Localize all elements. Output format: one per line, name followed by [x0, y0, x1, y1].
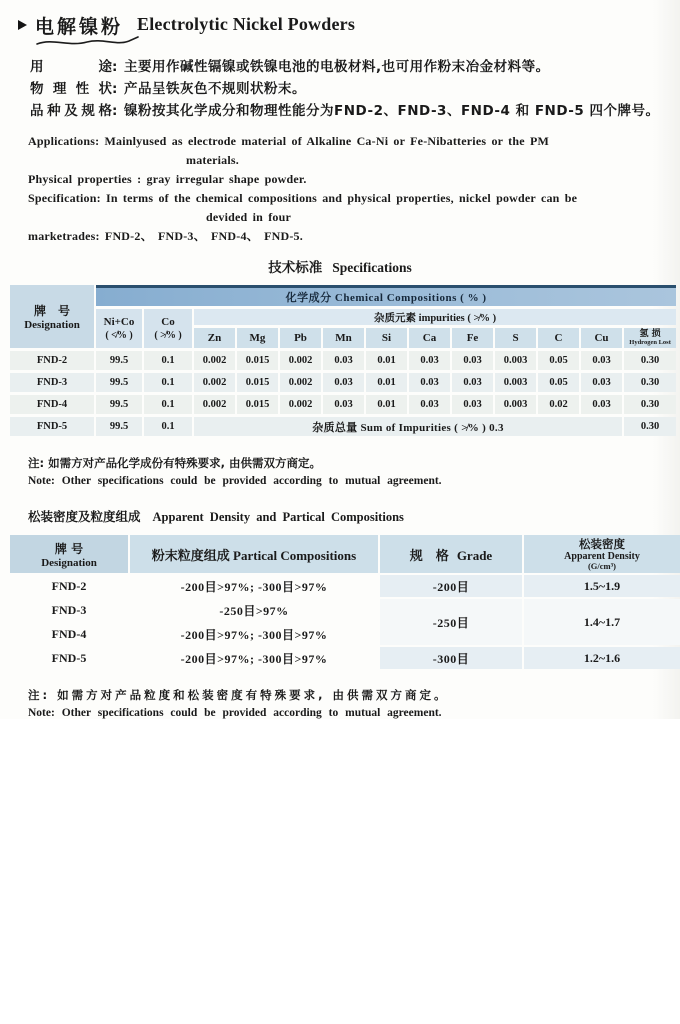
grade-header-en: Grade: [456, 547, 493, 563]
impurity-cell: 0.05: [538, 373, 579, 392]
ni-co-cell: 99.5: [96, 351, 142, 370]
english-line: materials.: [186, 153, 239, 167]
hydrogen-loss-cell: 0.30: [624, 395, 676, 414]
designation-cell: FND-2: [10, 351, 94, 370]
impurity-cell: 0.03: [581, 395, 622, 414]
composition-cell: -250目>97%: [219, 603, 289, 618]
apparent-density-en: Apparent Density: [564, 550, 640, 562]
grade-header-cell: [380, 535, 522, 573]
co-cell: 0.1: [144, 395, 192, 414]
property-label: 品种及规格: [30, 103, 112, 119]
composition-cell: -200目>97%; -300目>97%: [180, 627, 328, 642]
impurity-cell: 0.002: [280, 351, 321, 370]
table-row: [10, 647, 680, 669]
designation-cell: FND-4: [51, 626, 87, 641]
impurity-cell: 0.002: [194, 395, 235, 414]
wavy-underline-icon: [35, 35, 141, 48]
impurity-cell: 0.002: [194, 373, 235, 392]
english-line: devided in four: [206, 210, 292, 224]
impurity-cell: 0.03: [452, 351, 493, 370]
element-header: Cu: [581, 328, 622, 348]
page-header: [8, 12, 672, 48]
designation-header-zh: 牌 号: [33, 304, 70, 318]
impurity-cell: 0.03: [452, 373, 493, 392]
specifications-heading-en: Specifications: [332, 260, 412, 275]
density-note-zh: 注: 如需方对产品粒度和松装密度有特殊要求, 由供需双方商定。: [28, 688, 449, 702]
element-header: Zn: [194, 328, 235, 348]
impurity-cell: 0.03: [323, 395, 364, 414]
impurity-cell: 0.05: [538, 351, 579, 370]
hydrogen-loss-cell: 0.30: [624, 417, 676, 436]
density-section-title-en: Apparent Density and Partical Compositions: [152, 510, 404, 524]
element-header: Mg: [237, 328, 278, 348]
element-header: Fe: [452, 328, 493, 348]
density-cell: 1.2~1.6: [524, 647, 680, 669]
element-header: Si: [366, 328, 407, 348]
table-row: [10, 575, 680, 597]
impurity-cell: 0.03: [581, 373, 622, 392]
designation-cell: FND-5: [10, 417, 94, 436]
apparent-density-unit: (G/cm³): [587, 560, 617, 571]
title-zh-wrap: [35, 12, 123, 39]
density-table: [8, 533, 680, 671]
grade-cell: -200目: [380, 575, 522, 597]
property-colon: :: [112, 59, 118, 75]
table-row: [10, 351, 676, 370]
property-line-physical: [30, 78, 672, 100]
impurities-band: 杂质元素 impurities ( ≯% ): [194, 309, 676, 325]
density-section-title: [28, 507, 672, 525]
hydrogen-loss-zh: 氢 损: [639, 328, 661, 339]
page-title-zh: 电解镍粉: [35, 16, 124, 38]
impurity-cell: 0.03: [409, 395, 450, 414]
designation-cell: FND-5: [51, 650, 87, 665]
ni-co-cell: 99.5: [96, 373, 142, 392]
co-label: Co: [161, 315, 175, 328]
impurity-cell: 0.002: [194, 351, 235, 370]
co-limit: ( ≯% ): [154, 329, 182, 341]
element-header: C: [538, 328, 579, 348]
bullet-triangle-icon: [18, 20, 27, 30]
density-note-en: Note: Other specifications could be provided according to mutual agreement.: [28, 707, 442, 719]
designation-cell: FND-3: [10, 373, 94, 392]
element-header: Pb: [280, 328, 321, 348]
english-line: Applications: Mainlyused as electrode material of Alkaline Ca-Ni or Fe-Nibatteries or the PM: [28, 134, 549, 148]
impurity-cell: 0.01: [366, 373, 407, 392]
hydrogen-loss-header-cell: [624, 328, 676, 348]
ni-co-header-cell: [96, 309, 142, 348]
impurity-cell: 0.003: [495, 373, 536, 392]
impurity-cell: 0.01: [366, 395, 407, 414]
designation-cell: FND-4: [10, 395, 94, 414]
impurity-cell: 0.015: [237, 373, 278, 392]
designation-cell: FND-3: [51, 602, 87, 617]
designation-header-en: Designation: [24, 319, 80, 331]
property-text: 主要用作碱性镉镍或铁镍电池的电极材料,也可用作粉末冶金材料等。: [124, 59, 550, 75]
impurity-cell: 0.002: [280, 373, 321, 392]
co-cell: 0.1: [144, 351, 192, 370]
specifications-heading-zh: 技术标准: [268, 260, 323, 276]
property-colon: :: [112, 81, 118, 97]
property-label: 用途: [30, 59, 112, 75]
property-text: 产品呈铁灰色不规则状粉末。: [124, 81, 306, 97]
spec-note-zh: 注: 如需方对产品化学成份有特殊要求, 由供需双方商定。: [28, 456, 321, 470]
spec-note-en: Note: Other specifications could be provided according to mutual agreement.: [28, 475, 442, 487]
english-description-block: [28, 132, 672, 246]
chemical-compositions-band: 化学成分 Chemical Compositions ( % ): [96, 285, 676, 306]
co-header-cell: [144, 309, 192, 348]
designation-cell: FND-2: [51, 578, 87, 593]
property-line-use: [30, 56, 672, 78]
impurity-cell: 0.03: [323, 373, 364, 392]
impurity-cell: 0.002: [280, 395, 321, 414]
impurity-cell: 0.03: [452, 395, 493, 414]
impurity-cell: 0.003: [495, 395, 536, 414]
density-cell: 1.4~1.7: [524, 599, 680, 645]
english-line: Physical properties : gray irregular shape powder.: [28, 172, 307, 186]
property-lines: [30, 56, 672, 122]
designation-header-cell: [10, 285, 94, 348]
impurity-cell: 0.01: [366, 351, 407, 370]
property-line-grades: [30, 100, 672, 122]
designation-header-en: Designation: [41, 556, 97, 569]
ni-co-cell: 99.5: [96, 395, 142, 414]
ni-co-limit: ( ≮% ): [105, 329, 133, 341]
density-cell: 1.5~1.9: [524, 575, 680, 597]
ni-co-cell: 99.5: [96, 417, 142, 436]
element-header: Ca: [409, 328, 450, 348]
element-header: S: [495, 328, 536, 348]
element-header: Mn: [323, 328, 364, 348]
english-line: marketrades: FND-2、 FND-3、 FND-4、 FND-5.: [28, 229, 303, 243]
impurity-cell: 0.03: [409, 351, 450, 370]
grade-header-zh: 规 格: [409, 548, 449, 564]
impurity-cell: 0.03: [581, 351, 622, 370]
specifications-heading: [8, 256, 672, 276]
table-row: [10, 599, 680, 621]
composition-cell: -200目>97%; -300目>97%: [180, 651, 328, 666]
composition-cell: -200目>97%; -300目>97%: [180, 579, 328, 594]
apparent-density-zh: 松装密度: [579, 536, 625, 551]
property-label: 物理性状: [30, 81, 112, 97]
property-colon: :: [112, 103, 118, 119]
apparent-density-header-cell: [524, 535, 680, 573]
impurity-cell: 0.015: [237, 395, 278, 414]
impurity-cell: 0.015: [237, 351, 278, 370]
sum-of-impurities-cell: 杂质总量 Sum of Impurities ( ≯% ) 0.3: [194, 417, 622, 436]
chemical-compositions-table: [8, 282, 678, 439]
grade-cell: -250目: [380, 599, 522, 645]
page-title-en: Electrolytic Nickel Powders: [137, 14, 356, 34]
property-text: 镍粉按其化学成分和物理性能分为FND-2、FND-3、FND-4 和 FND-5 四个牌号。: [124, 103, 660, 119]
impurity-cell: 0.003: [495, 351, 536, 370]
composition-header-cell: 粉末粒度组成 Partical Compositions: [130, 535, 378, 573]
density-section-title-zh: 松装密度及粒度组成: [28, 509, 141, 524]
grade-cell: -300目: [380, 647, 522, 669]
hydrogen-loss-cell: 0.30: [624, 373, 676, 392]
table-row: [10, 373, 676, 392]
ni-co-label: Ni+Co: [103, 315, 135, 328]
hydrogen-loss-en: Hydrogen Lost: [629, 338, 671, 346]
designation-header-cell: [10, 535, 128, 573]
co-cell: 0.1: [144, 417, 192, 436]
english-line: Specification: In terms of the chemical compositions and physical properties, nickel powder can be: [28, 191, 578, 205]
impurity-cell: 0.03: [409, 373, 450, 392]
impurity-cell: 0.03: [323, 351, 364, 370]
impurity-cell: 0.02: [538, 395, 579, 414]
hydrogen-loss-cell: 0.30: [624, 351, 676, 370]
table-row-sum: [10, 417, 676, 436]
co-cell: 0.1: [144, 373, 192, 392]
designation-header-zh: 牌 号: [54, 541, 84, 556]
table-row: [10, 395, 676, 414]
